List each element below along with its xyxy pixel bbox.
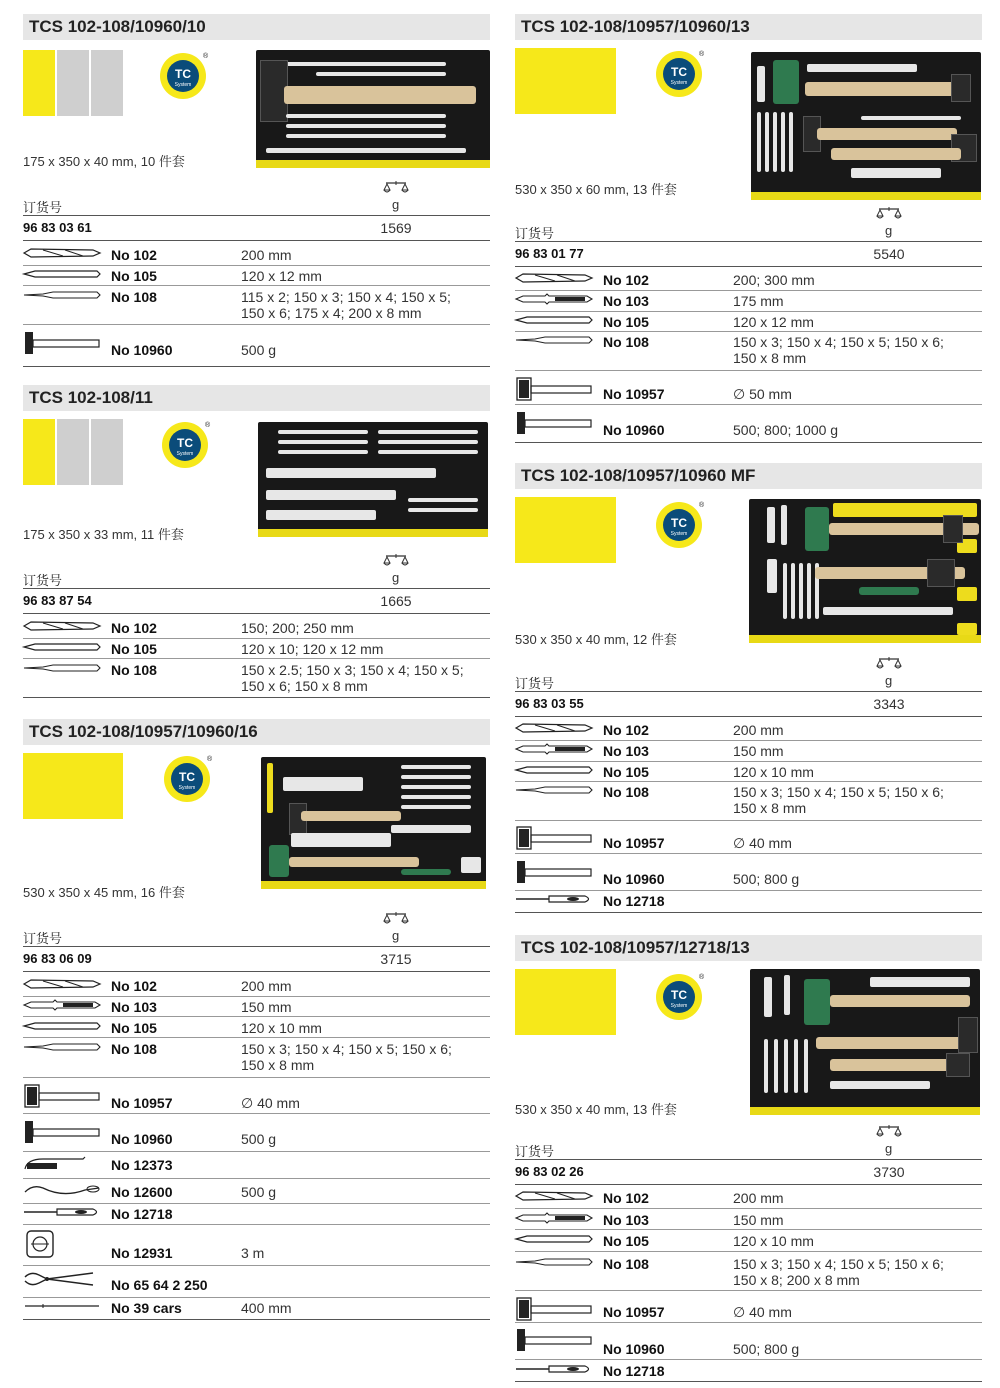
divider — [515, 1322, 982, 1323]
divider — [515, 691, 982, 692]
tool-spec-line2: 150 x 8 mm — [733, 800, 807, 816]
center-punch-icon — [515, 764, 593, 776]
divider — [23, 240, 490, 241]
divider — [515, 716, 982, 717]
weight-unit: g — [885, 673, 893, 688]
hammer-icon — [23, 330, 101, 356]
logo-sub: System — [670, 1003, 688, 1009]
tool-spec: 150 mm — [733, 743, 784, 759]
tool-spec: 200 mm — [733, 722, 784, 738]
dimensions-label: 175 x 350 x 33 mm, 11 件套 — [23, 527, 184, 542]
tool-row — [515, 859, 982, 885]
center-punch-icon — [23, 641, 101, 653]
tc-system-logo — [161, 421, 209, 469]
tool-row — [515, 784, 982, 816]
divider — [23, 613, 490, 614]
section-title-bar — [23, 14, 490, 40]
section-title: TCS 102-108/10957/12718/13 — [521, 938, 750, 957]
tool-spec: 120 x 12 mm — [241, 268, 322, 284]
section-title: TCS 102-108/10957/10960 MF — [521, 466, 756, 485]
tool-row — [23, 1041, 490, 1073]
dimensions-label: 175 x 350 x 40 mm, 10 件套 — [23, 154, 185, 169]
divider — [515, 740, 982, 741]
tool-spec: 500 g — [241, 1184, 277, 1200]
tool-code: No 10957 — [111, 1095, 173, 1111]
section-title: TCS 102-108/10957/10960/16 — [29, 722, 258, 741]
tool-spec: 500 g — [241, 1131, 277, 1147]
weight-value: 1569 — [380, 220, 412, 236]
tool-spec: 175 mm — [733, 293, 784, 309]
pin-punch-icon — [23, 289, 101, 301]
tool-code: No 39 cars — [111, 1300, 182, 1316]
tool-row — [515, 1256, 982, 1288]
hammer-icon — [515, 410, 593, 436]
svg-text:®: ® — [699, 51, 705, 58]
color-swatch-yellow — [23, 50, 55, 116]
color-swatch-gray — [57, 419, 89, 485]
divider — [23, 285, 490, 286]
svg-text:®: ® — [699, 974, 705, 981]
weight-unit: g — [392, 197, 400, 212]
tool-spec: ∅ 40 mm — [733, 1304, 792, 1320]
tool-row — [23, 289, 490, 321]
section-title: TCS 102-108/11 — [29, 388, 153, 407]
weight-unit: g — [885, 223, 893, 238]
divider — [23, 588, 490, 589]
tool-row — [515, 272, 982, 292]
tool-spec-line2: 150 x 6; 175 x 4; 200 x 8 mm — [241, 305, 422, 321]
tool-spec: 500; 800; 1000 g — [733, 422, 839, 438]
tool-spec: 500; 800 g — [733, 1341, 800, 1357]
tool-code: No 10960 — [603, 871, 665, 887]
divider — [515, 761, 982, 762]
tool-code: No 108 — [111, 289, 157, 305]
divider — [515, 370, 982, 371]
dimensions-label: 530 x 350 x 40 mm, 13 件套 — [515, 1102, 677, 1117]
tool-spec: 120 x 10 mm — [733, 764, 814, 780]
tool-row — [515, 1233, 982, 1253]
logo-text: TC — [671, 516, 687, 530]
color-swatch-yellow — [515, 969, 616, 1035]
order-number-label: 订货号 — [515, 1144, 555, 1159]
tool-spec: 150 x 3; 150 x 4; 150 x 5; 150 x 6; — [241, 1041, 452, 1057]
divider — [515, 311, 982, 312]
tool-spec: 500; 800 g — [733, 871, 800, 887]
tool-row — [23, 1206, 490, 1226]
chisel-icon — [515, 722, 593, 734]
divider — [515, 853, 982, 854]
tool-code: No 12600 — [111, 1184, 173, 1200]
divider — [23, 658, 490, 659]
tool-code: No 12373 — [111, 1157, 173, 1173]
divider — [515, 1184, 982, 1185]
order-number: 96 83 03 55 — [515, 696, 584, 711]
hammer-icon — [515, 859, 593, 885]
tool-row — [515, 1327, 982, 1357]
pin-punch-icon — [515, 334, 593, 346]
divider — [23, 324, 490, 325]
divider — [23, 215, 490, 216]
divider — [515, 820, 982, 821]
tool-code: No 108 — [603, 1256, 649, 1272]
divider — [515, 1208, 982, 1209]
weight-unit: g — [392, 928, 400, 943]
tool-row — [23, 1300, 490, 1320]
weight-scale-icon — [383, 912, 409, 926]
tape-measure-icon — [23, 1229, 101, 1261]
section-title-bar — [23, 719, 490, 745]
logo-sub: System — [174, 82, 192, 88]
tool-spec: 500 g — [241, 342, 277, 358]
tool-row — [515, 1190, 982, 1210]
color-swatch-yellow — [23, 419, 55, 485]
tool-row — [515, 1363, 982, 1383]
tool-spec: 115 x 2; 150 x 3; 150 x 4; 150 x 5; — [241, 289, 451, 305]
tool-spec: 200 mm — [241, 247, 292, 263]
divider — [23, 1113, 490, 1114]
tc-system-logo — [655, 973, 703, 1021]
tool-code: No 102 — [603, 722, 649, 738]
tool-row — [23, 620, 490, 640]
divider — [23, 1265, 490, 1266]
weight-value: 3715 — [380, 951, 412, 967]
divider — [515, 241, 982, 242]
tool-code: No 105 — [111, 1020, 157, 1036]
section-title: TCS 102-108/10957/10960/13 — [521, 17, 750, 36]
tool-spec: 150 mm — [733, 1212, 784, 1228]
tool-spec-line2: 150 x 8; 200 x 8 mm — [733, 1272, 860, 1288]
chisel-icon — [515, 1190, 593, 1202]
tool-code: No 108 — [111, 1041, 157, 1057]
weight-scale-icon — [876, 207, 902, 221]
tool-spec: 200 mm — [241, 978, 292, 994]
pry-bar-icon — [23, 1182, 101, 1200]
tool-row — [23, 1119, 490, 1145]
product-photo — [256, 50, 490, 168]
tool-code: No 10960 — [603, 422, 665, 438]
chisel-icon — [23, 978, 101, 990]
logo-text: TC — [175, 67, 191, 81]
tool-spec: 150 mm — [241, 999, 292, 1015]
tool-spec: ∅ 40 mm — [733, 835, 792, 851]
hammer-icon — [23, 1119, 101, 1145]
chisel-icon — [23, 247, 101, 259]
product-section-3 — [23, 719, 490, 1324]
tool-row — [515, 743, 982, 763]
cross-cut-chisel-icon — [515, 293, 593, 305]
tool-spec-line2: 150 x 8 mm — [733, 350, 807, 366]
section-title-bar — [23, 385, 490, 411]
tool-code: No 103 — [111, 999, 157, 1015]
dimensions-label: 530 x 350 x 60 mm, 13 件套 — [515, 182, 677, 197]
divider — [515, 442, 982, 443]
hammer-icon — [515, 1327, 593, 1353]
tool-code: No 10957 — [603, 386, 665, 402]
tool-spec: 150; 200; 250 mm — [241, 620, 354, 636]
divider — [23, 971, 490, 972]
cross-cut-chisel-icon — [515, 743, 593, 755]
divider — [23, 1037, 490, 1038]
order-number: 96 83 02 26 — [515, 1164, 584, 1179]
tool-code: No 12718 — [111, 1206, 173, 1222]
tool-row — [23, 978, 490, 998]
svg-text:®: ® — [207, 756, 213, 763]
tool-code: No 12718 — [603, 893, 665, 909]
svg-text:®: ® — [699, 502, 705, 509]
divider — [515, 331, 982, 332]
tc-system-logo — [163, 755, 211, 803]
tool-row — [23, 1269, 490, 1293]
tool-row — [23, 1182, 490, 1204]
divider — [23, 1297, 490, 1298]
tool-row — [515, 410, 982, 436]
section-title-bar — [515, 463, 982, 489]
divider — [515, 1381, 982, 1382]
color-swatch-yellow — [515, 497, 616, 563]
center-punch-icon — [23, 268, 101, 280]
divider — [23, 1016, 490, 1017]
order-number: 96 83 01 77 — [515, 246, 584, 261]
tc-system-logo — [655, 501, 703, 549]
logo-text: TC — [177, 436, 193, 450]
product-section-2 — [23, 385, 490, 700]
divider — [23, 946, 490, 947]
divider — [515, 781, 982, 782]
weight-value: 3343 — [873, 696, 905, 712]
product-section-4 — [515, 14, 982, 444]
tool-spec: 200; 300 mm — [733, 272, 815, 288]
order-number: 96 83 03 61 — [23, 220, 92, 235]
tc-system-logo — [655, 50, 703, 98]
tool-code: No 102 — [111, 247, 157, 263]
tool-spec: ∅ 40 mm — [241, 1095, 300, 1111]
order-number: 96 83 87 54 — [23, 593, 92, 608]
dimensions-label: 530 x 350 x 40 mm, 12 件套 — [515, 632, 677, 647]
cross-cut-chisel-icon — [23, 999, 101, 1011]
tool-code: No 105 — [603, 764, 649, 780]
tool-code: No 108 — [603, 784, 649, 800]
tool-spec: 150 x 3; 150 x 4; 150 x 5; 150 x 6; — [733, 1256, 944, 1272]
tool-code: No 102 — [111, 620, 157, 636]
order-number: 96 83 06 09 — [23, 951, 92, 966]
tool-spec: 3 m — [241, 1245, 265, 1261]
tool-row — [23, 1155, 490, 1177]
product-section-6 — [515, 935, 982, 1385]
locking-pliers-icon — [23, 1269, 101, 1289]
logo-text: TC — [671, 65, 687, 79]
svg-text:®: ® — [205, 422, 211, 429]
tool-row — [23, 662, 490, 694]
divider — [23, 1203, 490, 1204]
tool-spec: 150 x 3; 150 x 4; 150 x 5; 150 x 6; — [733, 334, 944, 350]
color-swatch-yellow — [23, 753, 123, 819]
product-photo — [258, 422, 488, 537]
weight-value: 1665 — [380, 593, 412, 609]
cross-cut-chisel-icon — [515, 1212, 593, 1224]
divider — [515, 912, 982, 913]
tool-row — [23, 247, 490, 267]
tool-spec: 120 x 10 mm — [241, 1020, 322, 1036]
divider — [23, 996, 490, 997]
order-number-label: 订货号 — [23, 200, 63, 215]
divider — [515, 1251, 982, 1252]
tool-code: No 65 64 2 250 — [111, 1277, 208, 1293]
screwdriver-icon — [515, 893, 593, 905]
weight-scale-icon — [876, 657, 902, 671]
divider — [23, 265, 490, 266]
divider — [515, 890, 982, 891]
tool-spec-line2: 150 x 8 mm — [241, 1057, 315, 1073]
logo-sub: System — [670, 531, 688, 537]
tool-spec: 120 x 10; 120 x 12 mm — [241, 641, 384, 657]
divider — [515, 266, 982, 267]
mallet-icon — [515, 825, 593, 851]
divider — [515, 1229, 982, 1230]
tool-spec: 150 x 2.5; 150 x 3; 150 x 4; 150 x 5; — [241, 662, 464, 678]
section-title: TCS 102-108/10960/10 — [29, 17, 206, 36]
tool-row — [23, 330, 490, 356]
divider — [23, 697, 490, 698]
tool-code: No 103 — [603, 293, 649, 309]
screwdriver-icon — [23, 1206, 101, 1218]
tool-code: No 105 — [111, 641, 157, 657]
wire-brush-icon — [23, 1155, 101, 1173]
tool-code: No 10960 — [603, 1341, 665, 1357]
tool-row — [515, 376, 982, 402]
product-section-5 — [515, 463, 982, 916]
weight-scale-icon — [383, 181, 409, 195]
tool-row — [515, 334, 982, 366]
tool-code: No 108 — [111, 662, 157, 678]
section-title-bar — [515, 14, 982, 40]
mallet-icon — [23, 1083, 101, 1109]
center-punch-icon — [515, 1233, 593, 1245]
dimensions-label: 530 x 350 x 45 mm, 16 件套 — [23, 885, 185, 900]
tool-row — [515, 825, 982, 851]
tool-spec: 400 mm — [241, 1300, 292, 1316]
tool-spec: 120 x 12 mm — [733, 314, 814, 330]
tool-code: No 12931 — [111, 1245, 173, 1261]
tool-code: No 10957 — [603, 1304, 665, 1320]
divider — [515, 1290, 982, 1291]
chisel-icon — [23, 620, 101, 632]
color-swatch-gray — [91, 50, 123, 116]
tool-spec: 120 x 10 mm — [733, 1233, 814, 1249]
tool-spec-line2: 150 x 6; 150 x 8 mm — [241, 678, 368, 694]
weight-value: 3730 — [873, 1164, 905, 1180]
tool-code: No 103 — [603, 1212, 649, 1228]
weight-unit: g — [885, 1141, 893, 1156]
weight-scale-icon — [876, 1125, 902, 1139]
weight-unit: g — [392, 570, 400, 585]
scriber-icon — [23, 1300, 101, 1312]
tool-code: No 102 — [603, 1190, 649, 1206]
divider — [23, 1319, 490, 1320]
tool-code: No 10957 — [603, 835, 665, 851]
tool-code: No 108 — [603, 334, 649, 350]
order-number-label: 订货号 — [515, 226, 555, 241]
product-photo — [750, 969, 980, 1115]
chisel-icon — [515, 272, 593, 284]
divider — [23, 1178, 490, 1179]
color-swatch-gray — [57, 50, 89, 116]
tool-code: No 103 — [603, 743, 649, 759]
mallet-icon — [515, 1296, 593, 1322]
logo-text: TC — [179, 770, 195, 784]
product-photo — [749, 499, 981, 643]
order-number-label: 订货号 — [23, 931, 63, 946]
order-number-label: 订货号 — [515, 676, 555, 691]
svg-text:®: ® — [203, 53, 209, 60]
order-number-label: 订货号 — [23, 573, 63, 588]
divider — [515, 1159, 982, 1160]
screwdriver-icon — [515, 1363, 593, 1375]
mallet-icon — [515, 376, 593, 402]
tool-code: No 10960 — [111, 1131, 173, 1147]
logo-sub: System — [176, 451, 194, 457]
tool-spec: ∅ 50 mm — [733, 386, 792, 402]
divider — [23, 1077, 490, 1078]
tool-code: No 102 — [111, 978, 157, 994]
divider — [515, 290, 982, 291]
tc-system-logo — [159, 52, 207, 100]
divider — [23, 366, 490, 367]
weight-scale-icon — [383, 554, 409, 568]
tool-row — [515, 722, 982, 742]
tool-spec: 150 x 3; 150 x 4; 150 x 5; 150 x 6; — [733, 784, 944, 800]
tool-code: No 105 — [603, 314, 649, 330]
center-punch-icon — [23, 1020, 101, 1032]
color-swatch-gray — [91, 419, 123, 485]
divider — [515, 1359, 982, 1360]
tool-row — [515, 893, 982, 913]
pin-punch-icon — [515, 1256, 593, 1268]
tool-row — [515, 1296, 982, 1322]
logo-sub: System — [670, 80, 688, 86]
tool-code: No 102 — [603, 272, 649, 288]
tool-code: No 105 — [111, 268, 157, 284]
pin-punch-icon — [515, 784, 593, 796]
product-photo — [261, 757, 486, 889]
logo-text: TC — [671, 988, 687, 1002]
tool-row — [23, 1229, 490, 1261]
tool-code: No 105 — [603, 1233, 649, 1249]
pin-punch-icon — [23, 1041, 101, 1053]
divider — [23, 1151, 490, 1152]
tool-code: No 10960 — [111, 342, 173, 358]
tool-code: No 12718 — [603, 1363, 665, 1379]
pin-punch-icon — [23, 662, 101, 674]
product-photo — [751, 52, 981, 200]
tool-row — [23, 1083, 490, 1109]
section-title-bar — [515, 935, 982, 961]
tool-spec: 200 mm — [733, 1190, 784, 1206]
logo-sub: System — [178, 785, 196, 791]
color-swatch-yellow — [515, 48, 616, 114]
product-section-1 — [23, 14, 490, 369]
divider — [23, 638, 490, 639]
divider — [23, 1224, 490, 1225]
weight-value: 5540 — [873, 246, 905, 262]
tool-row — [515, 293, 982, 313]
divider — [515, 404, 982, 405]
center-punch-icon — [515, 314, 593, 326]
